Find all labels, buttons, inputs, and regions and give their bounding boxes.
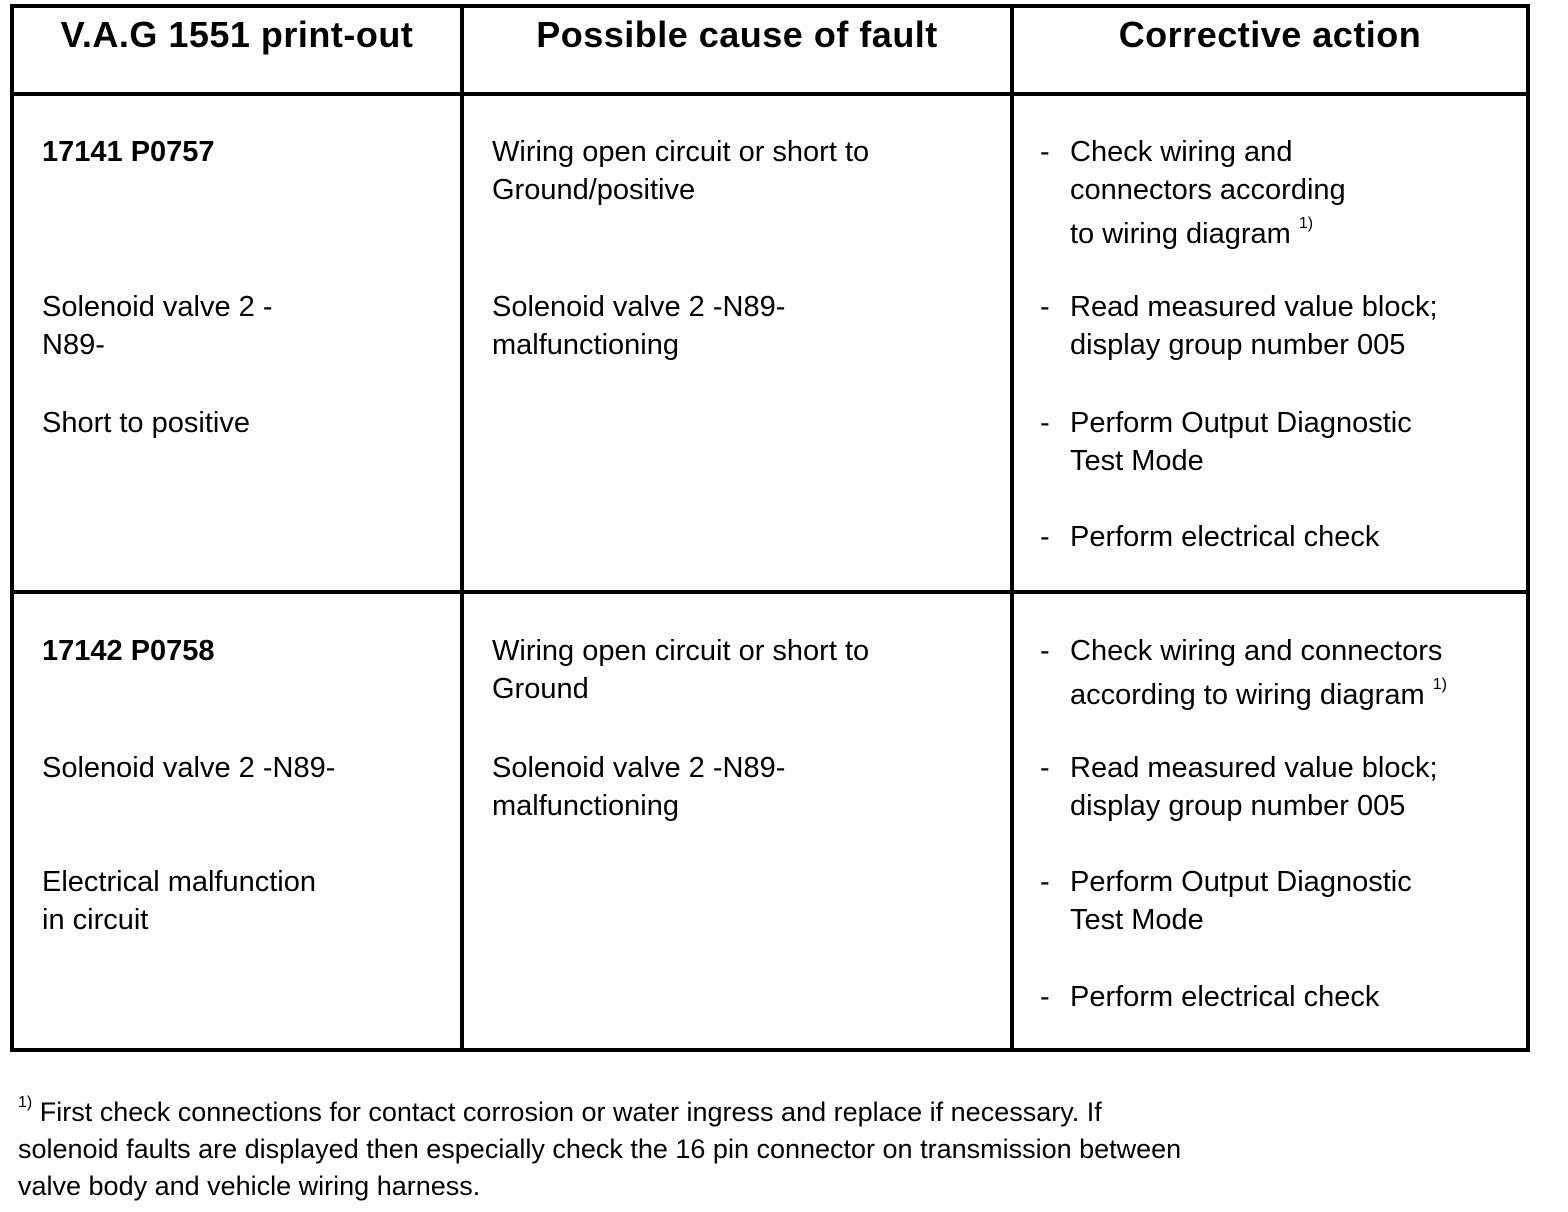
bullet-dash: - (1040, 866, 1050, 898)
fault-code-text: 17142 P0758 (42, 635, 215, 667)
fault-code (42, 133, 215, 171)
action-line: connectors according (1070, 174, 1346, 206)
action-line (1070, 676, 1447, 714)
action-line: Read measured value block; (1070, 291, 1438, 323)
bullet-dash: - (1040, 635, 1050, 667)
header-printout: V.A.G 1551 print-out (60, 14, 414, 55)
cause-line: malfunctioning (492, 790, 679, 822)
component-name (42, 749, 335, 787)
action-line: Check wiring and connectors (1070, 635, 1443, 667)
footnote (18, 1094, 1181, 1205)
action-line: Test Mode (1070, 445, 1204, 477)
column-divider-1 (460, 8, 464, 1048)
footnote-line (18, 1094, 1181, 1131)
bullet-dash: - (1040, 407, 1050, 439)
cause-solenoid (492, 288, 785, 364)
footnote-ref: 1) (1432, 676, 1447, 694)
header-cause: Possible cause of fault (536, 14, 938, 55)
symptom-line: Electrical malfunction (42, 866, 316, 898)
component-line: N89- (42, 329, 105, 361)
component-line: Solenoid valve 2 - (42, 291, 273, 323)
cause-line: Solenoid valve 2 -N89- (492, 752, 786, 784)
cause-line: Ground/positive (492, 174, 696, 206)
cause-line: Wiring open circuit or short to (492, 136, 870, 168)
action-line-text: to wiring diagram (1070, 218, 1291, 250)
symptom-line: in circuit (42, 904, 149, 936)
header-action: Corrective action (1118, 14, 1422, 55)
row-divider (14, 590, 1526, 594)
footnote-ref: 1) (1298, 215, 1314, 233)
footnote-line: valve body and vehicle wiring harness. (18, 1171, 481, 1201)
column-divider-2 (1010, 8, 1014, 1048)
header-divider (14, 92, 1526, 96)
symptom-line: Short to positive (42, 407, 250, 439)
cause-wiring (492, 632, 869, 708)
cause-wiring (492, 133, 869, 209)
cause-line: Solenoid valve 2 -N89- (492, 291, 786, 323)
bullet-dash: - (1040, 136, 1050, 168)
action-line-text: according to wiring diagram (1070, 679, 1425, 711)
fault-code (42, 632, 215, 670)
action-line: Test Mode (1070, 904, 1204, 936)
action-line: Perform electrical check (1070, 521, 1380, 553)
cause-line: Ground (492, 673, 589, 705)
fault-code-text: 17141 P0757 (42, 136, 215, 168)
fault-table (10, 4, 1530, 1052)
component-name (42, 288, 273, 364)
cause-solenoid (492, 749, 785, 825)
bullet-dash: - (1040, 981, 1050, 1013)
cause-line: malfunctioning (492, 329, 679, 361)
action-line: Perform electrical check (1070, 981, 1380, 1013)
cause-line: Wiring open circuit or short to (492, 635, 870, 667)
fault-symptom (42, 404, 250, 442)
footnote-marker: 1) (18, 1094, 33, 1111)
footnote-line: solenoid faults are displayed then especially check the 16 pin connector on transmission between (18, 1134, 1182, 1164)
bullet-dash: - (1040, 291, 1050, 323)
component-line: Solenoid valve 2 -N89- (42, 752, 336, 784)
bullet-dash: - (1040, 752, 1050, 784)
action-line: Perform Output Diagnostic (1070, 866, 1412, 898)
fault-symptom (42, 863, 316, 939)
action-line: Perform Output Diagnostic (1070, 407, 1412, 439)
action-line (1070, 215, 1346, 253)
action-line: display group number 005 (1070, 329, 1406, 361)
action-line: display group number 005 (1070, 790, 1406, 822)
action-line: Read measured value block; (1070, 752, 1438, 784)
footnote-text: First check connections for contact corrosion or water ingress and replace if necessary. If (39, 1097, 1102, 1127)
action-line: Check wiring and (1070, 136, 1293, 168)
bullet-dash: - (1040, 521, 1050, 553)
